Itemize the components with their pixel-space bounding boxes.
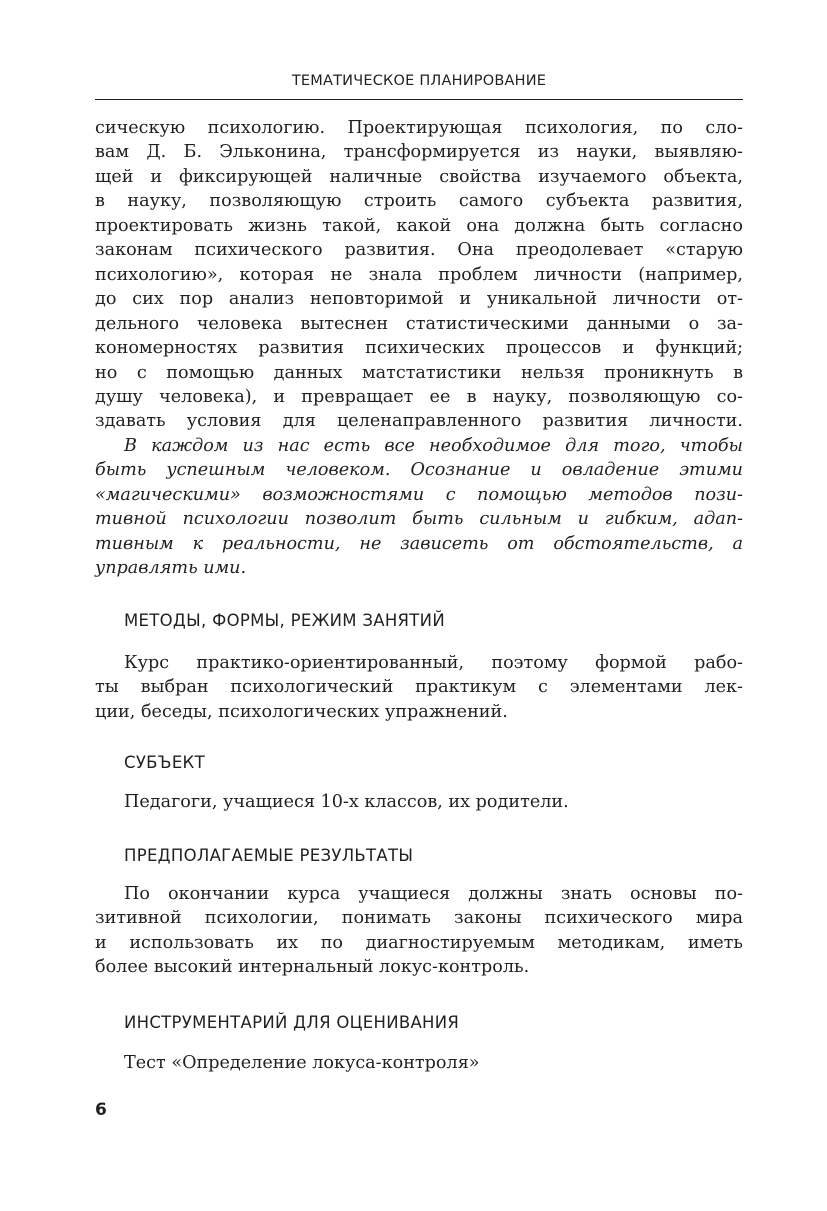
text-line: ции, беседы, психологических упражнений. bbox=[95, 701, 508, 722]
text-line: психологию», которая не знала проблем личности (например, bbox=[95, 264, 743, 285]
text-line: но с помощью данных матстатистики нельзя проникнуть в bbox=[95, 362, 743, 383]
text-line: душу человека), и превращает ее в науку, позволяющую со- bbox=[95, 386, 743, 407]
section-heading-subject: СУБЪЕКТ bbox=[124, 753, 205, 772]
italic-line: тивной психологии позволит быть сильным и гибким, адап- bbox=[95, 509, 743, 530]
text-line: здавать условия для целенаправленного развития личности. bbox=[95, 411, 743, 432]
text-line: кономерностях развития психических процессов и функций; bbox=[95, 338, 743, 359]
intro-paragraph bbox=[95, 116, 743, 581]
italic-line: быть успешным человеком. Осознание и овладение этими bbox=[95, 460, 743, 481]
running-header: ТЕМАТИЧЕСКОЕ ПЛАНИРОВАНИЕ bbox=[291, 73, 547, 89]
text-line: Тест «Определение локуса-контроля» bbox=[124, 1053, 480, 1073]
text-line: По окончании курса учащиеся должны знать основы по- bbox=[124, 884, 743, 904]
italic-line: В каждом из нас есть все необходимое для того, чтобы bbox=[124, 435, 743, 456]
methods-paragraph bbox=[95, 651, 743, 724]
text-line: проектировать жизнь такой, какой она должна быть согласно bbox=[95, 215, 743, 236]
text-line: в науку, позволяющую строить самого субъекта развития, bbox=[95, 191, 743, 212]
text-line: и использовать их по диагностируемым методикам, иметь bbox=[95, 932, 743, 953]
text-line: вам Д. Б. Эльконина, трансформируется из науки, выявляю- bbox=[95, 142, 743, 163]
header-rule bbox=[95, 99, 743, 100]
assessment-paragraph bbox=[95, 1051, 743, 1075]
text-line: Педагоги, учащиеся 10-х классов, их родители. bbox=[124, 792, 569, 812]
italic-line: управлять ими. bbox=[95, 558, 247, 579]
text-line: дельного человека вытеснен статистическими данными о за- bbox=[95, 313, 743, 334]
text-line: сическую психологию. Проектирующая психология, по сло- bbox=[95, 118, 743, 138]
text-line: законам психического развития. Она преодолевает «старую bbox=[95, 240, 743, 261]
italic-line: тивным к реальности, не зависеть от обстоятельств, а bbox=[95, 533, 743, 554]
text-line: зитивной психологии, понимать законы психического мира bbox=[95, 908, 743, 929]
section-heading-assessment: ИНСТРУМЕНТАРИЙ ДЛЯ ОЦЕНИВАНИЯ bbox=[124, 1013, 460, 1032]
text-line: Курс практико-ориентированный, поэтому формой рабо- bbox=[124, 653, 743, 673]
page-number: 6 bbox=[95, 1100, 107, 1120]
section-heading-methods: МЕТОДЫ, ФОРМЫ, РЕЖИМ ЗАНЯТИЙ bbox=[124, 611, 445, 630]
text-line: ты выбран психологический практикум с элементами лек- bbox=[95, 677, 743, 698]
italic-line: «магическими» возможностями с помощью методов пози- bbox=[95, 484, 743, 505]
text-line: щей и фиксирующей наличные свойства изучаемого объекта, bbox=[95, 166, 743, 187]
text-line: более высокий интернальный локус-контроль. bbox=[95, 957, 530, 978]
results-paragraph bbox=[95, 882, 743, 980]
section-heading-results: ПРЕДПОЛАГАЕМЫЕ РЕЗУЛЬТАТЫ bbox=[124, 846, 414, 865]
subject-paragraph bbox=[95, 790, 743, 814]
text-line: до сих пор анализ неповторимой и уникальной личности от- bbox=[95, 289, 743, 310]
